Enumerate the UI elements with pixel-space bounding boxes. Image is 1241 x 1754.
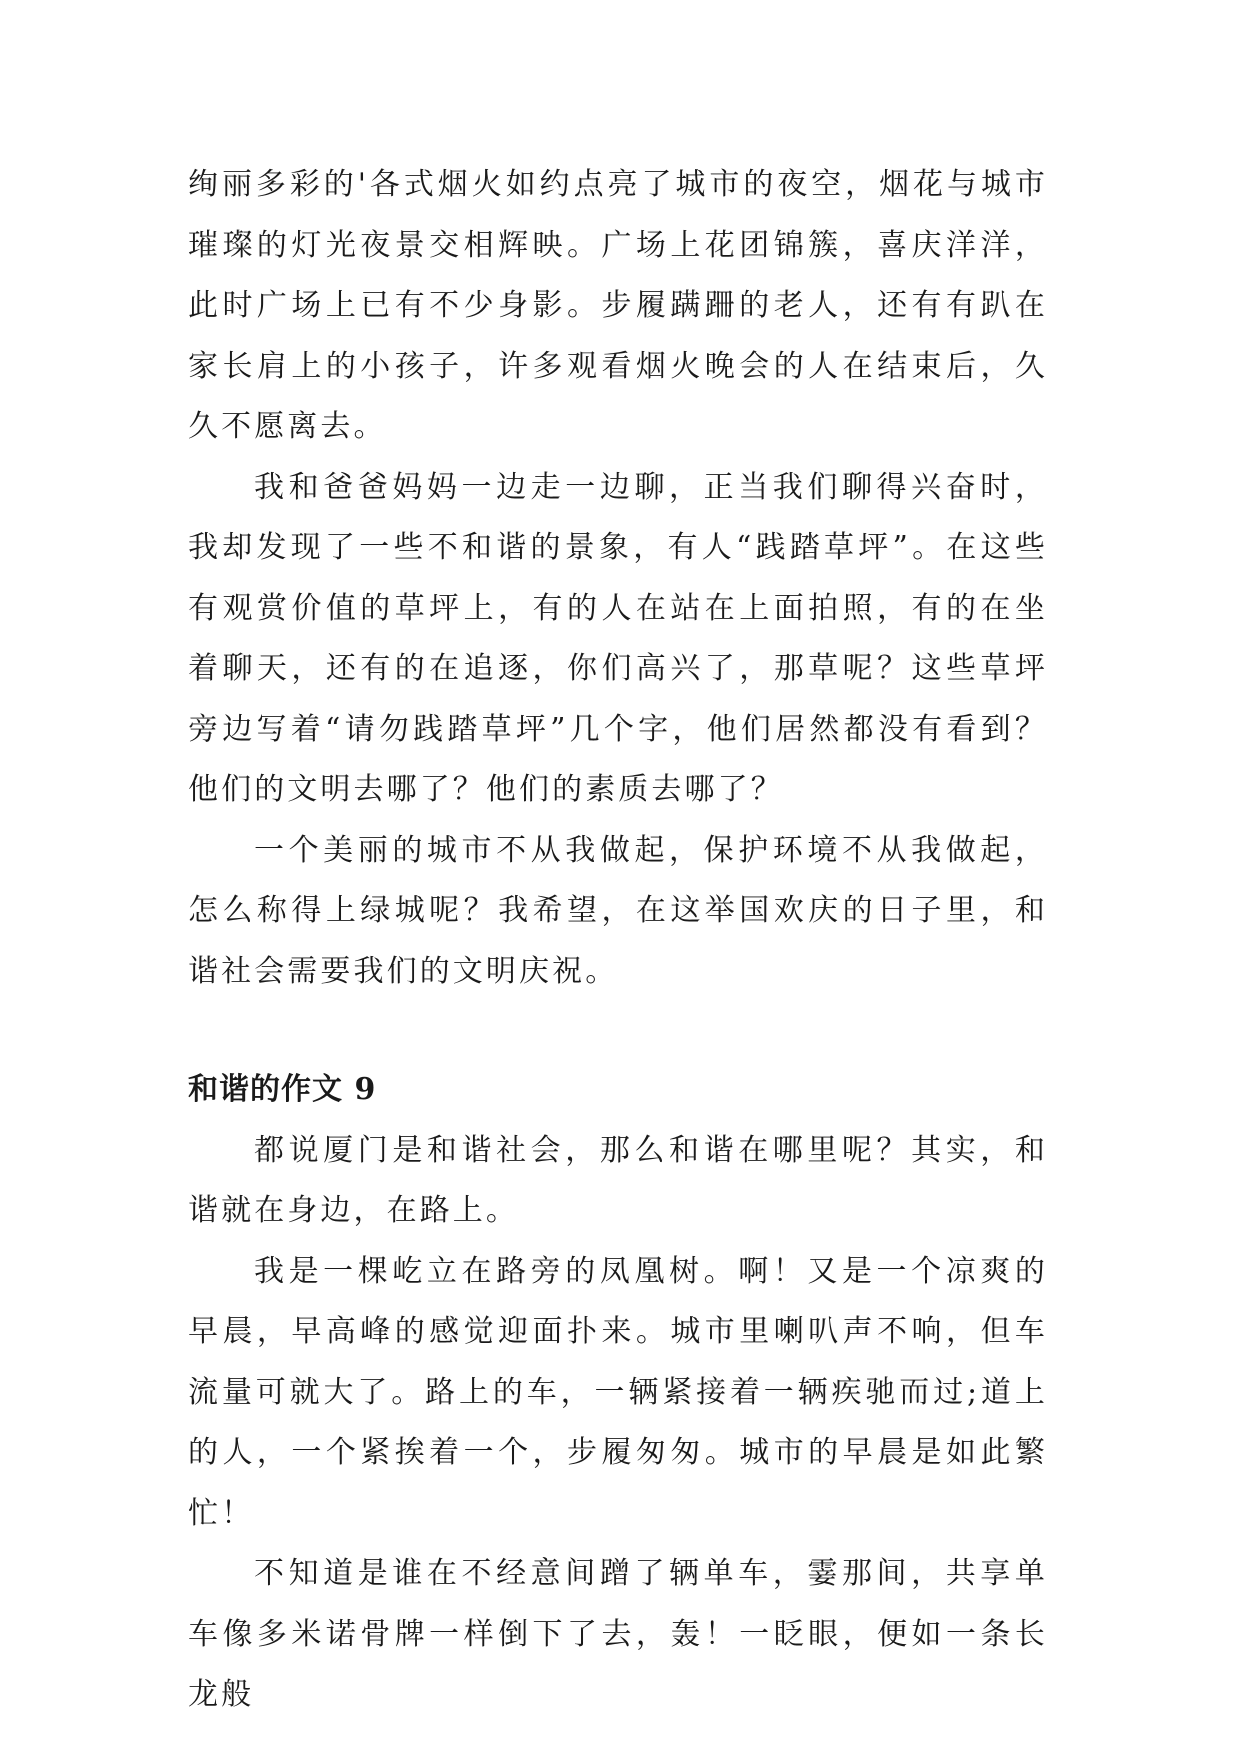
paragraph-phoenix-tree: 我是一棵屹立在路旁的凤凰树。啊！又是一个凉爽的早晨，早高峰的感觉迎面扑来。城市里喇叭声不响，但车流量可就大了。路上的车，一辆紧接着一辆疾驰而过;道上的人，一个紧挨着一个，步履匆匆。城市的早晨是如此繁忙！ xyxy=(188,1253,1048,1531)
paragraph-fireworks: 绚丽多彩的'各式烟火如约点亮了城市的夜空，烟花与城市璀璨的灯光夜景交相辉映。广场上花团锦簇，喜庆洋洋，此时广场上已有不少身影。步履蹒跚的老人，还有有趴在家长肩上的小孩子，许多观看烟火晚会的人在结束后，久久不愿离去。 xyxy=(188,167,1048,444)
section-title: 和谐的作文 9 xyxy=(188,1072,377,1107)
paragraph-trampling-grass: 我和爸爸妈妈一边走一边聊，正当我们聊得兴奋时，我却发现了一些不和谐的景象，有人“践踏草坪”。在这些有观赏价值的草坪上，有的人在站在上面拍照，有的在坐着聊天，还有的在追逐，你们高兴了，那草呢？这些草坪旁边写着“请勿践踏草坪”几个字，他们居然都没有看到？他们的文明去哪了？他们的素质去哪了？ xyxy=(188,469,1048,807)
paragraph-xiamen-harmony: 都说厦门是和谐社会，那么和谐在哪里呢？其实，和谐就在身边，在路上。 xyxy=(188,1132,1048,1228)
paragraph-shared-bikes: 不知道是谁在不经意间蹭了辆单车，霎那间，共享单车像多米诺骨牌一样倒下了去，轰！一眨眼，便如一条长龙般 xyxy=(188,1556,1048,1712)
document-page xyxy=(188,155,1048,1726)
paragraph-civilization: 一个美丽的城市不从我做起，保护环境不从我做起，怎么称得上绿城呢？我希望，在这举国欢庆的日子里，和谐社会需要我们的文明庆祝。 xyxy=(188,832,1048,989)
